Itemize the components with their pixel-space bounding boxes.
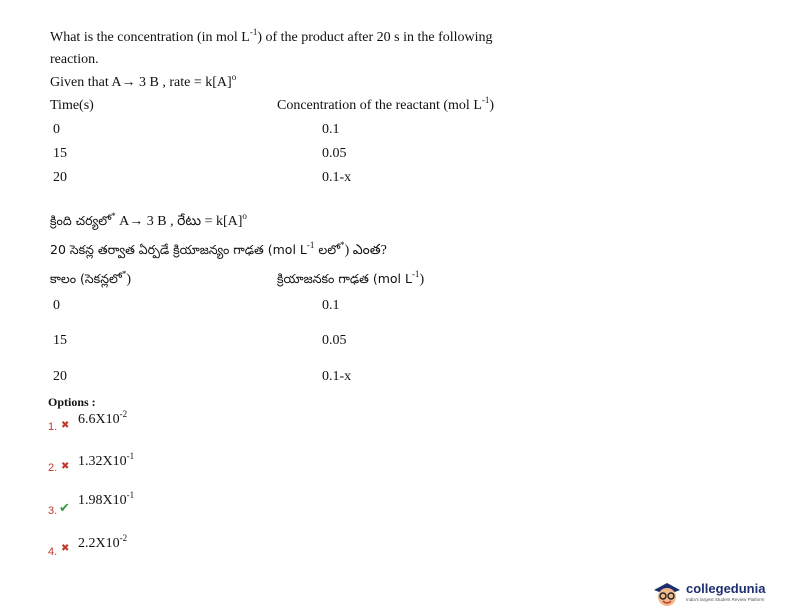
table-cell-conc: 0.05 xyxy=(322,146,347,161)
mascot-icon xyxy=(650,578,684,608)
question-line-1: What is the concentration (in mol $L^{-1}$) of the product after 20 s in the following xyxy=(50,27,493,45)
given-line: Given that A→ 3 B , rate = $k[A]^o$ xyxy=(50,72,237,90)
table-header-time: Time(s) xyxy=(50,98,94,113)
question-line-2: reaction. xyxy=(50,52,99,67)
option-number: 3. xyxy=(48,505,58,517)
collegedunia-logo xyxy=(650,578,790,608)
table-cell-time: 15 xyxy=(53,146,67,161)
option-value: $1.32X10^{-1}$ xyxy=(78,451,135,469)
telugu-table-header-time: కాలం (సెకన్లలో*) xyxy=(50,269,131,287)
option-number: 4. xyxy=(48,546,58,558)
table-cell-time: 15 xyxy=(53,333,67,348)
table-cell-conc: 0.1-x xyxy=(322,369,352,384)
table-cell-conc: 0.1-x xyxy=(322,170,352,185)
table-cell-conc: 0.1 xyxy=(322,298,340,313)
options-label: Options : xyxy=(48,395,96,409)
table-cell-time: 20 xyxy=(53,369,67,384)
telugu-given-line: క్రింది చర్యలో* A→ 3 B , రేటు = $k[A]^o$ xyxy=(50,211,247,229)
telugu-question-line: 20 సెకన్ల తర్వాత ఏర్పడే క్రియాజన్యం గాఢత (mol $L^{-1}$ లలో*) ఎంత? xyxy=(50,240,387,258)
option-value: $1.98X10^{-1}$ xyxy=(78,490,135,508)
table-cell-conc: 0.1 xyxy=(322,122,340,137)
wrong-mark-icon: ✖ xyxy=(61,543,70,554)
table-cell-conc: 0.05 xyxy=(322,333,347,348)
table-header-concentration: Concentration of the reactant (mol $L^{-1}$) xyxy=(277,95,495,113)
correct-mark-icon: ✔ xyxy=(59,501,70,516)
table-cell-time: 0 xyxy=(53,298,60,313)
table-cell-time: 0 xyxy=(53,122,60,137)
wrong-mark-icon: ✖ xyxy=(61,420,70,431)
option-value: $6.6X10^{-2}$ xyxy=(78,409,128,427)
option-value: $2.2X10^{-2}$ xyxy=(78,533,128,551)
telugu-table-header-concentration: క్రియాజనకం గాఢత (mol $L^{-1}$) xyxy=(277,269,425,287)
option-number: 2. xyxy=(48,462,58,474)
logo-name: collegedunia xyxy=(686,581,766,596)
logo-tagline: India's largest Student Review Platform xyxy=(686,597,765,602)
wrong-mark-icon: ✖ xyxy=(61,461,70,472)
table-cell-time: 20 xyxy=(53,170,67,185)
option-number: 1. xyxy=(48,421,58,433)
